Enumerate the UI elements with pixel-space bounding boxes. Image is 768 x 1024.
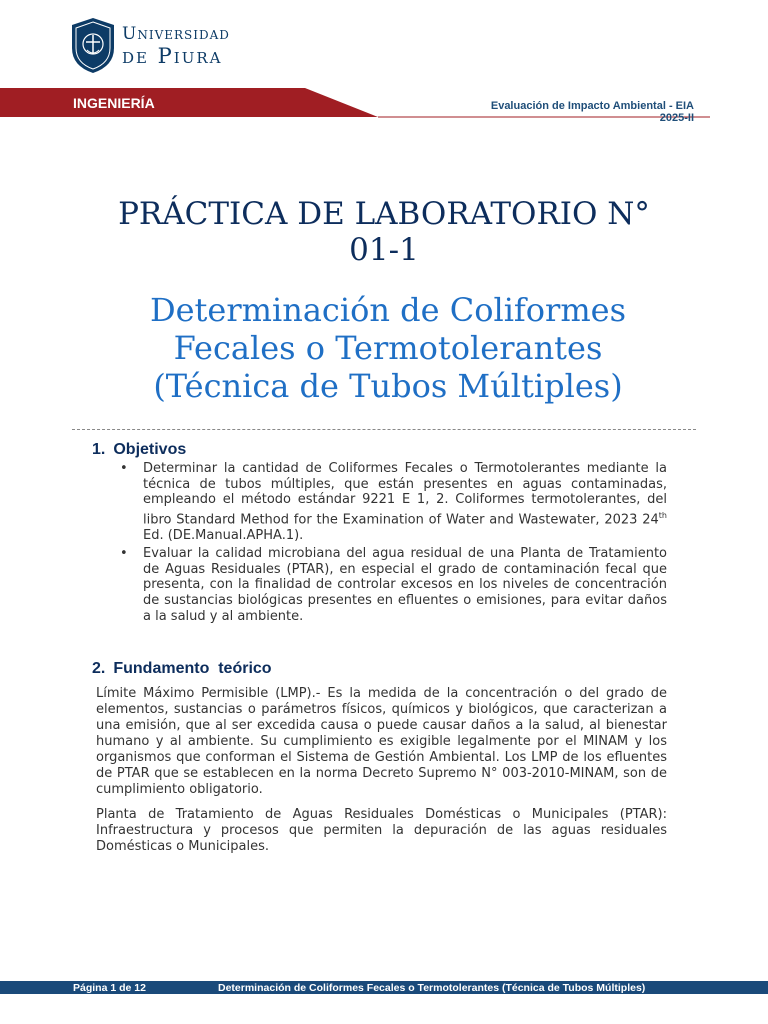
objectives-list <box>120 461 667 626</box>
section-number: 1. <box>92 441 106 458</box>
list-item <box>120 546 667 625</box>
title-line-1: PRÁCTICA DE LABORATORIO N° <box>118 196 650 232</box>
subtitle-line-1: Determinación de Coliformes <box>149 291 627 329</box>
superscript: th <box>658 511 667 521</box>
section-title: Fundamento teórico <box>113 660 272 677</box>
title-line-2: 01-1 <box>349 232 419 268</box>
section-divider <box>72 429 696 430</box>
bullet-text-end: Ed. (DE.Manual.APHA.1). <box>143 528 304 544</box>
university-logo <box>70 16 240 74</box>
logo-line-1: Universidad <box>122 24 230 44</box>
document-subtitle <box>0 291 768 405</box>
course-name: Evaluación de Impacto Ambiental - EIA <box>490 100 694 112</box>
document-title <box>0 196 768 268</box>
subtitle-line-3: (Técnica de Tubos Múltiples) <box>153 367 623 405</box>
section-number: 2. <box>92 660 106 677</box>
paragraph-lmp: Límite Máximo Permisible (LMP).- Es la medida de la concentración o del grado de elementos, sustancias o parámetros físicos, químicos y biológicos, que caracterizan a una emisión, que al ser excedida causa o puede causar daños a la salud, al bienestar humano y al ambiente. Su cumplimiento es exigible legalmente por el MINAM y los organismos que conforman el Sistema de Gestión Ambiental. Los LMP de los efluentes de PTAR que se establecen en la norma Decreto Supremo N° 003-2010-MINAM, son de cumplimiento obligatorio. <box>96 686 667 797</box>
logo-line-2: de Piura <box>122 44 223 68</box>
page-number: Página 1 de 12 <box>73 982 146 994</box>
course-term: 2025-II <box>659 112 694 124</box>
section-title: Objetivos <box>113 441 187 458</box>
subtitle-line-2: Fecales o Termotolerantes <box>173 329 603 367</box>
department-label: INGENIERÍA <box>73 95 155 111</box>
course-label <box>491 100 694 124</box>
bullet-text: Evaluar la calidad microbiana del agua residual de una Planta de Tratamiento de Aguas Residuales (PTAR), en especial el grado de contaminación fecal que presenta, con la finalidad de controlar excesos en los niveles de concentración de sustancias biológicas presentes en efluentes o emisiones, para evitar daños a la salud y al ambiente. <box>143 545 667 624</box>
section-heading-objetivos <box>92 441 186 459</box>
footer-title: Determinación de Coliformes Fecales o Termotolerantes (Técnica de Tubos Múltiples) <box>218 982 646 994</box>
university-seal-icon <box>70 16 116 74</box>
list-item <box>120 461 667 544</box>
bullet-icon: • <box>120 545 128 561</box>
bullet-text: Determinar la cantidad de Coliformes Fecales o Termotolerantes mediante la técnica de tubos múltiples, que están presentes en aguas contaminadas, empleando el método estándar 9221 E 1, 2. Coliformes termotolerantes, del libro Standard Method for the Examination of Water and Wastewater, 2023 24 <box>143 461 667 528</box>
logo-text <box>122 24 230 68</box>
paragraph-ptar: Planta de Tratamiento de Aguas Residuales Domésticas o Municipales (PTAR): Infraestructura y procesos que permiten la depuración de las aguas residuales Domésticas o Municipales. <box>96 807 667 854</box>
section-heading-fundamento <box>92 660 272 678</box>
bullet-icon: • <box>120 461 128 476</box>
